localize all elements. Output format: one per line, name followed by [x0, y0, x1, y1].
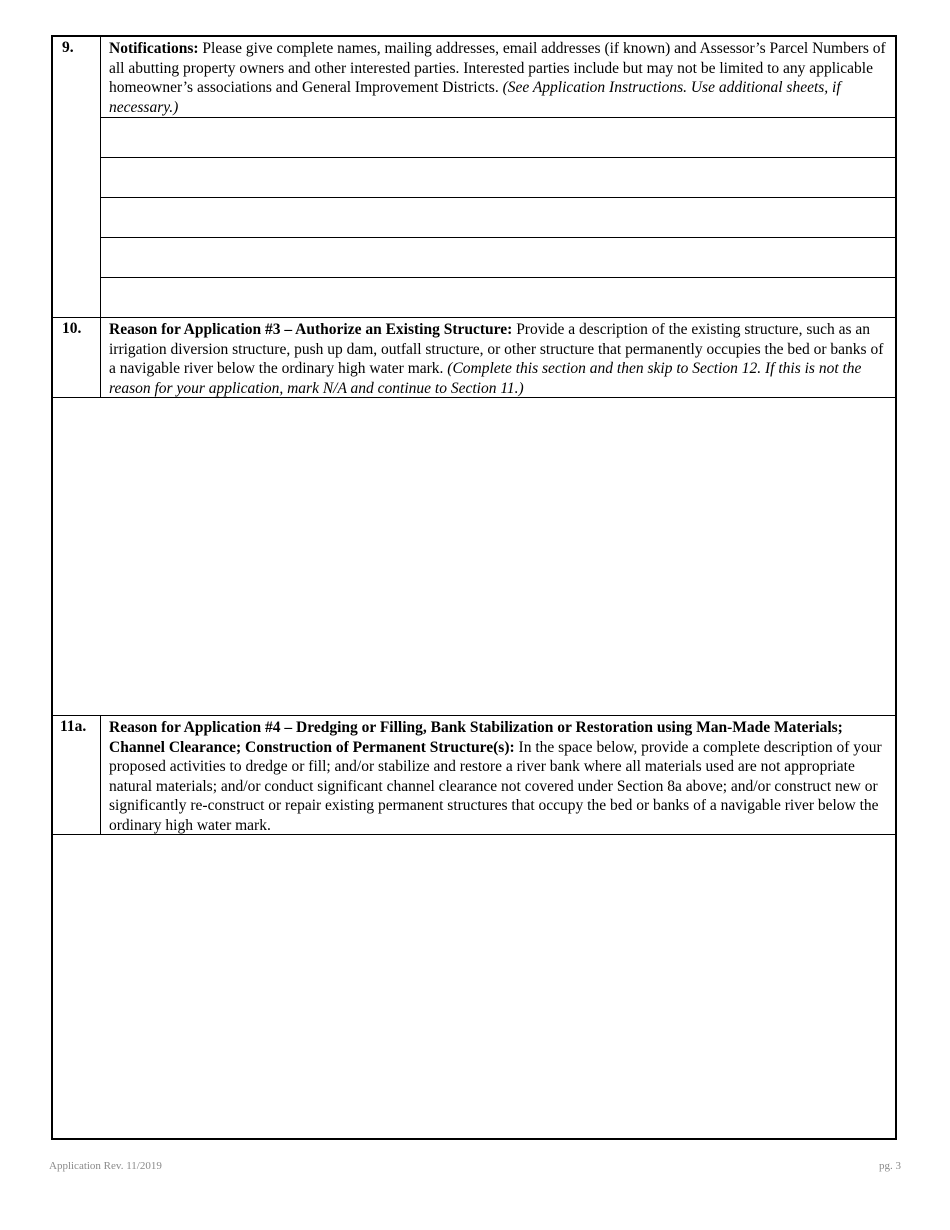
notification-party-field-4[interactable] [102, 238, 897, 277]
notification-party-field-2[interactable] [102, 158, 897, 197]
notification-party-field-3[interactable] [102, 198, 897, 237]
number-column-divider [100, 37, 101, 397]
application-form-page [51, 35, 897, 1140]
section-9-number: 9. [62, 39, 74, 56]
section-10-title: Reason for Application #3 – Authorize an Existing Structure: [109, 321, 513, 338]
notification-party-field-5[interactable] [102, 278, 897, 317]
notification-party-field-1[interactable] [102, 118, 897, 157]
number-column-divider [100, 715, 101, 835]
section-9-title: Notifications: [109, 40, 199, 57]
section-9-instructions [109, 39, 893, 117]
page-number: pg. 3 [879, 1160, 901, 1172]
section-11a-title: Reason for Application #4 – Dredging or Filling, Bank Stabilization or Restoration using Man-Made Materials; Channel Clearance; Construction of Permanent Structure(s): [109, 719, 843, 756]
revision-footer: Application Rev. 11/2019 [49, 1160, 162, 1172]
section-9-body: Please give complete names, mailing addresses, email addresses (if known) and Assessor’s Parcel Numbers of all abutting property owners and other interested parties. Interested parties include but may not be limited to any applicable homeowner’s associations and General Improvement Districts. [109, 40, 886, 96]
section-10-note: (Complete this section and then skip to Section 12. If this is not the reason for your application, mark N/A and continue to Section 11.) [109, 360, 862, 397]
section-11a-instructions [109, 718, 893, 835]
section-11a-number: 11a. [60, 718, 87, 735]
section-9-note: (See Application Instructions. Use additional sheets, if necessary.) [109, 79, 841, 116]
section-divider [53, 715, 897, 716]
proposed-activities-description-area[interactable] [53, 835, 895, 1138]
existing-structure-description-area[interactable] [53, 398, 895, 715]
section-10-body: Provide a description of the existing structure, such as an irrigation diversion structure, push up dam, outfall structure, or other structure that permanently occupies the bed or banks of a navigable river below the ordinary high water mark. [109, 321, 884, 377]
section-10-number: 10. [62, 320, 82, 337]
section-11a-body: In the space below, provide a complete description of your proposed activities to dredge or fill; and/or stabilize and restore a river bank where all materials used are not appropriate natural materials; and/or conduct significant channel clearance not covered under Section 8a above; and/or construct new or significantly re-construct or repair existing permanent structures that occupy the bed or banks of a navigable river below the ordinary high water mark. [109, 738, 882, 834]
section-10-instructions [109, 320, 893, 398]
section-divider [53, 317, 897, 318]
